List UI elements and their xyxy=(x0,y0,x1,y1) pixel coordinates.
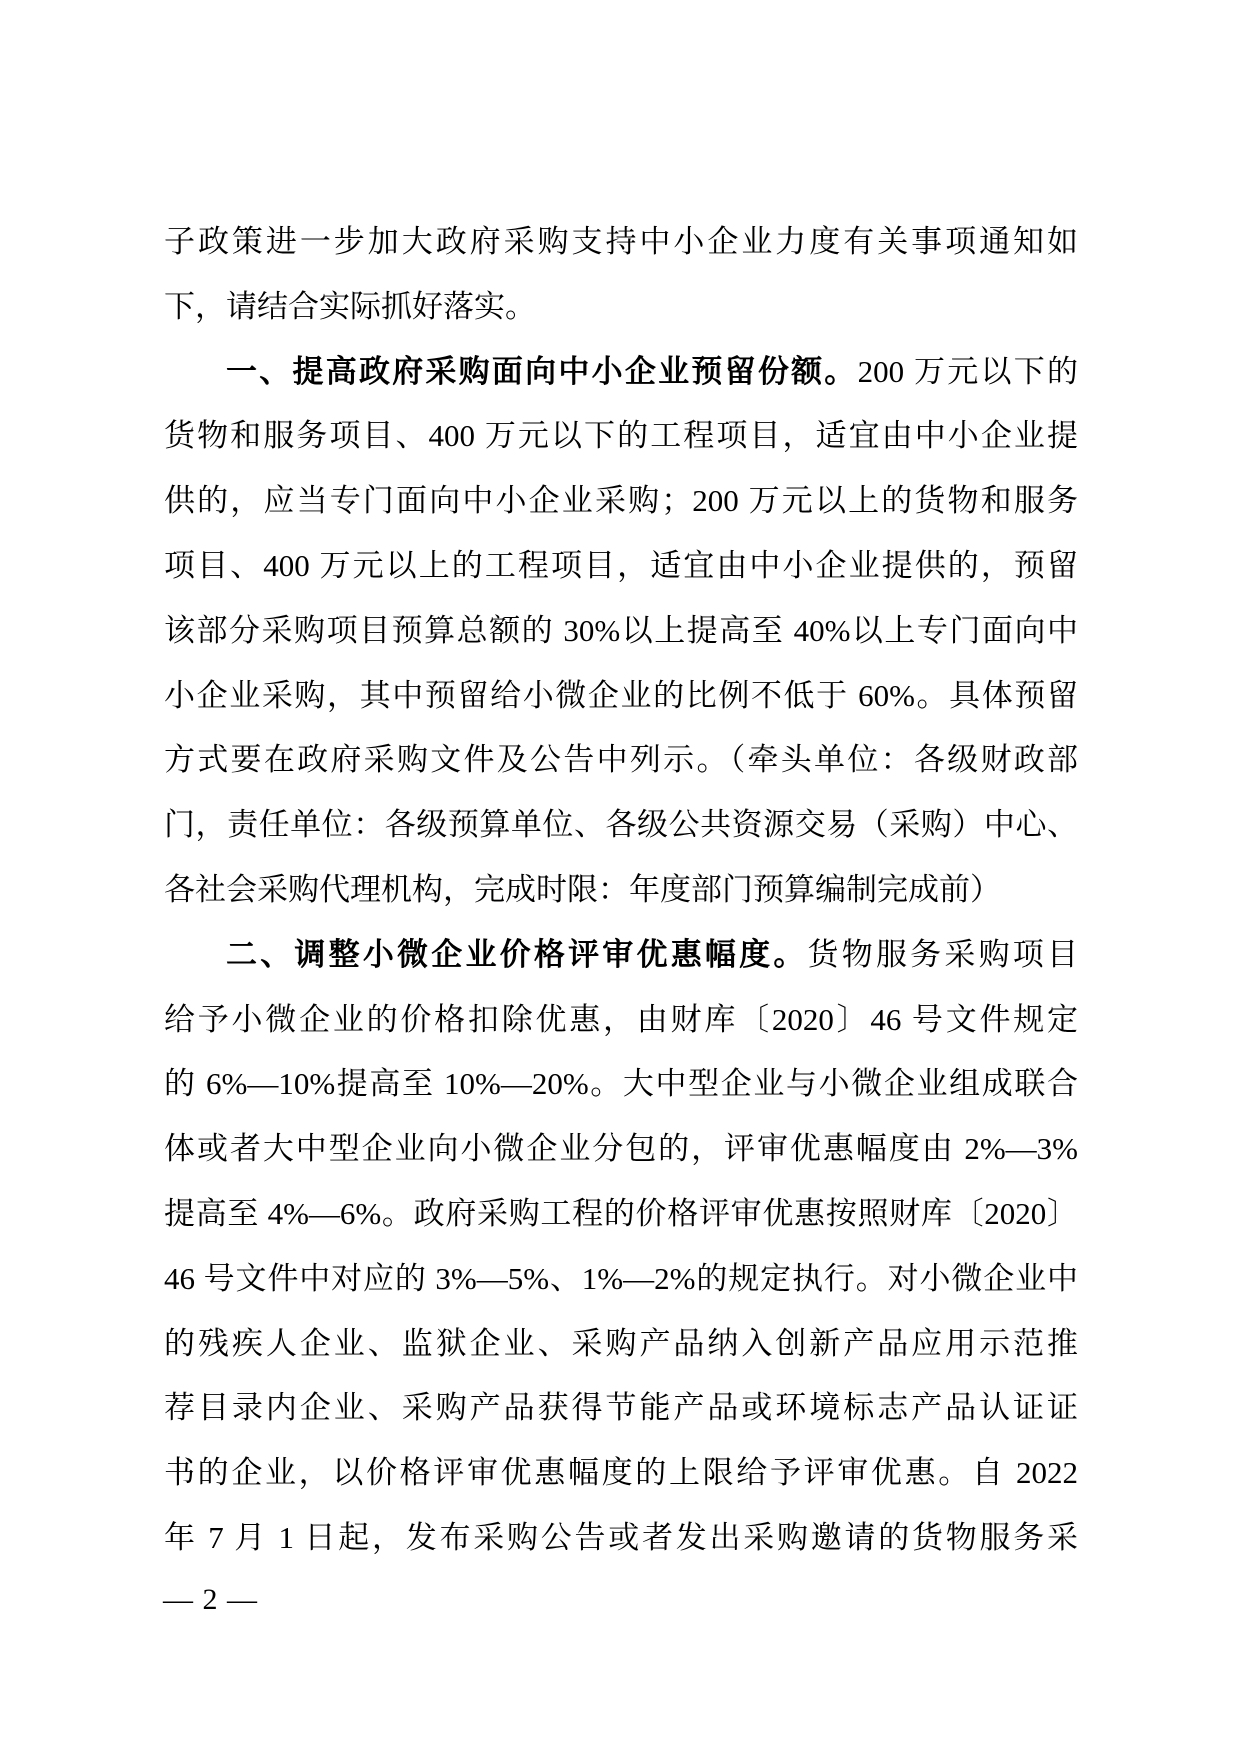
body-text: 荐目录内企业、采购产品获得节能产品或环境标志产品认证证 xyxy=(164,1390,1078,1426)
body-text: 46 号文件中对应的 3%—5%、1%—2%的规定执行。对小微企业中 xyxy=(164,1260,1078,1296)
body-text: 方式要在政府采购文件及公告中列示。（牵头单位：各级财政部 xyxy=(164,742,1078,778)
document-line xyxy=(164,210,1078,275)
document-line xyxy=(164,404,1078,469)
body-text: 的残疾人企业、监狱企业、采购产品纳入创新产品应用示范推 xyxy=(164,1325,1078,1361)
document-line xyxy=(164,1312,1078,1377)
body-text: 体或者大中型企业向小微企业分包的，评审优惠幅度由 2%—3% xyxy=(164,1131,1078,1167)
heading-text: 二、调整小微企业价格评审优惠幅度。 xyxy=(226,936,808,972)
document-line xyxy=(164,534,1078,599)
body-text: 门，责任单位：各级预算单位、各级公共资源交易（采购）中心、 xyxy=(164,807,1078,843)
document-line xyxy=(164,599,1078,664)
document-body xyxy=(164,210,1078,1571)
document-line xyxy=(164,1247,1078,1312)
document-line xyxy=(164,469,1078,534)
body-text: 各社会采购代理机构，完成时限：年度部门预算编制完成前） xyxy=(164,871,1001,907)
body-text: 的 6%—10%提高至 10%—20%。大中型企业与小微企业组成联合 xyxy=(164,1066,1078,1102)
document-line xyxy=(164,728,1078,793)
body-text: 货物服务采购项目 xyxy=(807,936,1078,972)
body-text: 年 7 月 1 日起，发布采购公告或者发出采购邀请的货物服务采 xyxy=(164,1519,1078,1555)
document-line xyxy=(164,664,1078,729)
body-text: 给予小微企业的价格扣除优惠，由财库〔2020〕46 号文件规定 xyxy=(164,1001,1078,1037)
body-text: 项目、400 万元以上的工程项目，适宜由中小企业提供的，预留 xyxy=(164,547,1078,583)
document-line xyxy=(164,1052,1078,1117)
document-line xyxy=(164,923,1078,988)
document-line xyxy=(164,1117,1078,1182)
body-text: 子政策进一步加大政府采购支持中小企业力度有关事项通知如 xyxy=(164,224,1078,259)
body-text: 提高至 4%—6%。政府采购工程的价格评审优惠按照财库〔2020〕 xyxy=(164,1195,1078,1231)
body-text: 200 万元以下的 xyxy=(857,353,1078,389)
document-line xyxy=(164,1376,1078,1441)
body-text: 供的，应当专门面向中小企业采购；200 万元以上的货物和服务 xyxy=(164,483,1078,519)
document-line xyxy=(164,340,1078,405)
document-line xyxy=(164,275,1078,340)
document-line xyxy=(164,988,1078,1053)
document-line xyxy=(164,1441,1078,1506)
body-text: 该部分采购项目预算总额的 30%以上提高至 40%以上专门面向中 xyxy=(164,612,1078,648)
document-line xyxy=(164,1506,1078,1571)
document-line xyxy=(164,1182,1078,1247)
page-number: — 2 — xyxy=(163,1583,258,1616)
body-text: 下，请结合实际抓好落实。 xyxy=(164,288,536,324)
body-text: 货物和服务项目、400 万元以下的工程项目，适宜由中小企业提 xyxy=(164,418,1078,454)
body-text: 小企业采购，其中预留给小微企业的比例不低于 60%。具体预留 xyxy=(164,677,1078,713)
body-text: 书的企业，以价格评审优惠幅度的上限给予评审优惠。自 2022 xyxy=(164,1455,1078,1491)
document-line xyxy=(164,793,1078,858)
heading-text: 一、提高政府采购面向中小企业预留份额。 xyxy=(226,353,858,389)
document-line xyxy=(164,858,1078,923)
